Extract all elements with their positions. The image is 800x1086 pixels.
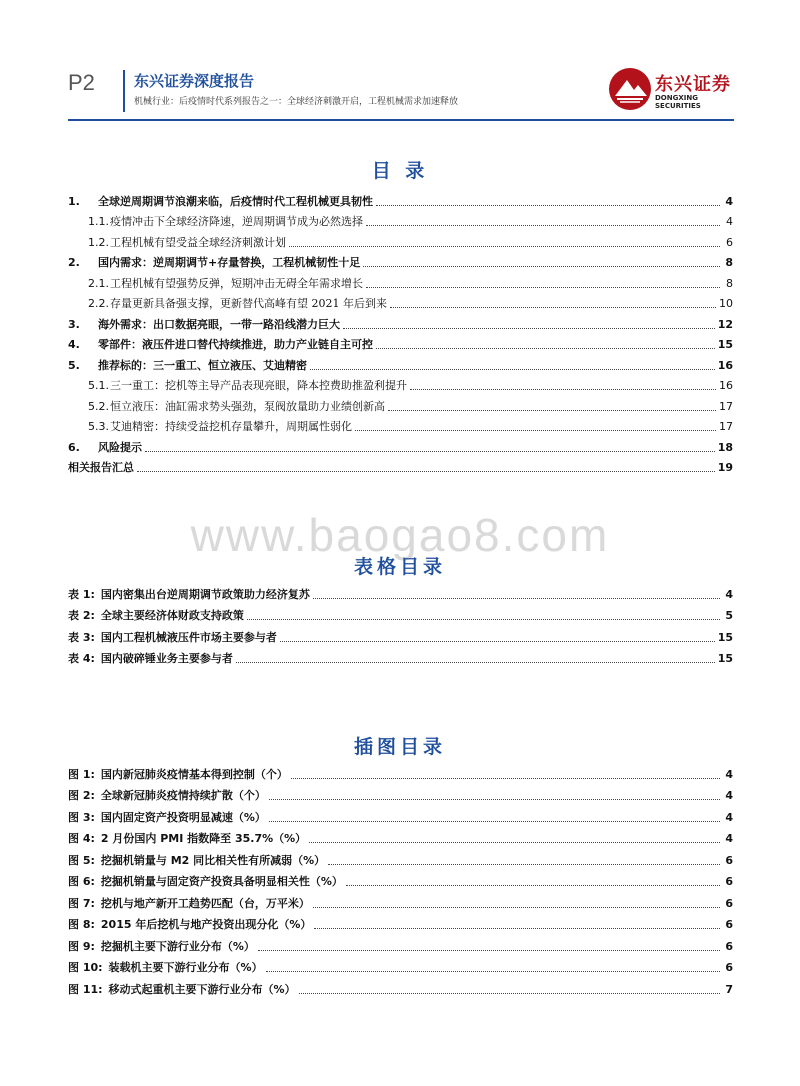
- entry-number: 1.2.: [88, 235, 109, 249]
- entry-number: 图 10:: [68, 961, 103, 974]
- figure-index-entry[interactable]: [68, 975, 733, 997]
- toc-item: [68, 270, 733, 291]
- dot-leader: [299, 993, 720, 994]
- figure-index-entry[interactable]: [68, 825, 733, 847]
- dot-leader: [310, 369, 715, 370]
- table-index-entry[interactable]: [68, 602, 733, 624]
- entry-number: 图 6:: [68, 875, 95, 888]
- entry-number: 图 4:: [68, 832, 95, 845]
- figures-index: [68, 760, 733, 997]
- page-number: P2: [68, 70, 95, 95]
- entry-title: 海外需求：出口数据亮眼，一带一路沿线潜力巨大: [98, 317, 340, 331]
- entry-page: 6: [725, 853, 733, 867]
- figure-index-entry[interactable]: [68, 846, 733, 868]
- entry-title: 全球新冠肺炎疫情持续扩散（个）: [100, 789, 266, 802]
- toc-entry[interactable]: [68, 229, 733, 250]
- dot-leader: [366, 225, 720, 226]
- figure-index-entry[interactable]: [68, 911, 733, 933]
- dot-leader: [314, 928, 720, 929]
- entry-title: 全球主要经济体财政支持政策: [100, 609, 244, 622]
- toc-entry[interactable]: [68, 188, 733, 209]
- logo-english-name: DONGXING SECURITIES: [655, 94, 701, 110]
- entry-title: 零部件：液压件进口替代持续推进，助力产业链自主可控: [98, 338, 373, 351]
- entry-page: 15: [717, 338, 733, 351]
- tables-index: [68, 580, 733, 666]
- entry-title: 疫情冲击下全球经济降速，逆周期调节成为必然选择: [110, 215, 363, 228]
- toc-item: [68, 250, 733, 271]
- table-index-entry[interactable]: [68, 580, 733, 602]
- dot-leader: [269, 799, 720, 800]
- toc-item: [68, 373, 733, 394]
- entry-number: 5.: [68, 358, 80, 372]
- dot-leader: [376, 205, 720, 206]
- entry-number: 2.1.: [88, 276, 109, 290]
- entry-page: 4: [725, 832, 733, 845]
- entry-number: 3.: [68, 317, 80, 331]
- figure-index-entry[interactable]: [68, 889, 733, 911]
- toc-item: [68, 393, 733, 414]
- entry-page: 4: [726, 215, 733, 228]
- entry-number: 图 2:: [68, 789, 95, 802]
- figure-index-entry[interactable]: [68, 932, 733, 954]
- entry-number: 图 7:: [68, 896, 95, 910]
- entry-title: 2015 年后挖机与地产投资出现分化（%）: [100, 918, 312, 931]
- entry-page: 16: [717, 358, 733, 372]
- toc-item: [68, 352, 733, 373]
- table-of-contents: [68, 188, 733, 475]
- entry-page: 10: [719, 297, 733, 310]
- entry-number: 5.3.: [88, 420, 109, 433]
- tables-index-title: 表格目录: [353, 556, 446, 578]
- dot-leader: [280, 641, 715, 642]
- figure-index-entry[interactable]: [68, 954, 733, 976]
- report-brand-title: 东兴证券深度报告: [134, 72, 255, 90]
- entry-title: 挖掘机销量与固定资产投资具备明显相关性（%）: [100, 875, 343, 888]
- entry-page: 4: [725, 789, 733, 802]
- figure-index-entry[interactable]: [68, 868, 733, 890]
- entry-page: 4: [725, 810, 733, 824]
- entry-title: 工程机械有望受益全球经济刺激计划: [110, 235, 286, 249]
- table-index-entry[interactable]: [68, 623, 733, 645]
- toc-item: [68, 188, 733, 209]
- entry-number: 表 1:: [68, 587, 95, 601]
- dot-leader: [328, 864, 720, 865]
- toc-item: [68, 434, 733, 455]
- entry-title: 挖机与地产新开工趋势匹配（台，万平米）: [100, 896, 310, 910]
- dot-leader: [289, 246, 720, 247]
- toc-entry[interactable]: [68, 250, 733, 271]
- entry-title: 国内新冠肺炎疫情基本得到控制（个）: [100, 767, 288, 781]
- entry-title: 国内破碎锤业务主要参与者: [100, 652, 233, 665]
- dot-leader: [366, 287, 720, 288]
- toc-item: [68, 209, 733, 230]
- entry-number: 图 3:: [68, 810, 95, 824]
- entry-title: 相关报告汇总: [68, 461, 134, 474]
- entry-page: 6: [725, 875, 733, 888]
- toc-item: [68, 311, 733, 332]
- entry-title: 装载机主要下游行业分布（%）: [108, 961, 263, 974]
- table-index-entry[interactable]: [68, 645, 733, 667]
- dot-leader: [291, 778, 720, 779]
- entry-page: 5: [725, 609, 733, 622]
- page-header: [0, 0, 800, 130]
- entry-title: 风险提示: [98, 440, 142, 454]
- toc-entry[interactable]: [68, 373, 733, 394]
- entry-page: 19: [717, 461, 733, 474]
- entry-title: 2 月份国内 PMI 指数降至 35.7%（%）: [100, 832, 307, 845]
- dot-leader: [346, 885, 720, 886]
- entry-page: 15: [717, 630, 733, 644]
- entry-page: 4: [725, 587, 733, 601]
- dot-leader: [236, 662, 715, 663]
- dot-leader: [388, 410, 716, 411]
- entry-page: 17: [719, 399, 733, 413]
- dot-leader: [410, 389, 716, 390]
- entry-number: 4.: [68, 338, 80, 351]
- dot-leader: [247, 619, 720, 620]
- entry-title: 工程机械有望强势反弹，短期冲击无碍全年需求增长: [110, 276, 363, 290]
- entry-page: 6: [725, 918, 733, 931]
- entry-page: 17: [719, 420, 733, 433]
- entry-number: 图 9:: [68, 939, 95, 953]
- toc-entry[interactable]: [68, 332, 733, 353]
- toc-item: [68, 455, 733, 476]
- toc-entry[interactable]: [68, 455, 733, 476]
- logo-name: 东兴证券: [655, 74, 731, 95]
- figure-index-entry[interactable]: [68, 803, 733, 825]
- entry-page: 7: [725, 982, 733, 996]
- dot-leader: [390, 307, 716, 308]
- dot-leader: [343, 328, 715, 329]
- company-logo: [607, 66, 737, 114]
- entry-number: 表 4:: [68, 652, 95, 665]
- entry-title: 移动式起重机主要下游行业分布（%）: [108, 982, 296, 996]
- toc-item: [68, 332, 733, 353]
- entry-page: 16: [719, 379, 733, 392]
- dot-leader: [363, 266, 720, 267]
- entry-title: 三一重工：挖机等主导产品表现亮眼，降本控费助推盈利提升: [110, 379, 407, 392]
- toc-item: [68, 291, 733, 312]
- dot-leader: [258, 950, 720, 951]
- entry-number: 5.2.: [88, 399, 109, 413]
- toc-entry[interactable]: [68, 209, 733, 230]
- header-divider: [123, 70, 125, 112]
- toc-entry[interactable]: [68, 414, 733, 435]
- entry-page: 18: [717, 440, 733, 454]
- dot-leader: [313, 907, 720, 908]
- dot-leader: [376, 348, 715, 349]
- entry-number: 表 3:: [68, 630, 95, 644]
- entry-title: 推荐标的：三一重工、恒立液压、艾迪精密: [98, 358, 307, 372]
- dot-leader: [137, 471, 715, 472]
- entry-page: 6: [725, 896, 733, 910]
- dot-leader: [269, 821, 720, 822]
- entry-number: 1.1.: [88, 215, 109, 228]
- logo-mark-icon: [607, 66, 653, 112]
- entry-page: 8: [725, 256, 733, 269]
- toc-entry[interactable]: [68, 434, 733, 455]
- entry-title: 挖掘机主要下游行业分布（%）: [100, 939, 255, 953]
- figure-index-entry[interactable]: [68, 782, 733, 804]
- entry-page: 6: [726, 235, 733, 249]
- entry-number: 5.1.: [88, 379, 109, 392]
- entry-page: 6: [725, 961, 733, 974]
- entry-page: 4: [725, 194, 733, 208]
- entry-page: 15: [717, 652, 733, 665]
- entry-title: 恒立液压：油缸需求势头强劲，泵阀放量助力业绩创新高: [110, 399, 385, 413]
- entry-number: 表 2:: [68, 609, 95, 622]
- entry-page: 12: [717, 317, 733, 331]
- toc-entry[interactable]: [68, 393, 733, 414]
- entry-title: 国内需求：逆周期调节+存量替换，工程机械韧性十足: [98, 256, 361, 269]
- toc-entry[interactable]: [68, 291, 733, 312]
- toc-title: 目 录: [371, 160, 429, 182]
- entry-number: 2.2.: [88, 297, 109, 310]
- entry-title: 存量更新具备强支撑，更新替代高峰有望 2021 年后到来: [110, 297, 387, 310]
- dot-leader: [266, 971, 720, 972]
- entry-number: 图 5:: [68, 853, 95, 867]
- figure-index-entry[interactable]: [68, 760, 733, 782]
- entry-number: 6.: [68, 440, 80, 454]
- entry-number: 图 1:: [68, 767, 95, 781]
- toc-item: [68, 229, 733, 250]
- entry-page: 4: [725, 767, 733, 781]
- entry-number: 图 8:: [68, 918, 95, 931]
- entry-number: 1.: [68, 194, 80, 208]
- watermark: www.baogao8.com: [190, 509, 610, 561]
- toc-item: [68, 414, 733, 435]
- entry-page: 6: [725, 939, 733, 953]
- toc-entry[interactable]: [68, 352, 733, 373]
- entry-title: 挖掘机销量与 M2 同比相关性有所减弱（%）: [100, 853, 326, 867]
- dot-leader: [355, 430, 716, 431]
- entry-title: 国内密集出台逆周期调节政策助力经济复苏: [100, 587, 310, 601]
- report-subtitle: 机械行业：后疫情时代系列报告之一：全球经济刺激开启，工程机械需求加速释放: [134, 97, 459, 107]
- dot-leader: [145, 451, 715, 452]
- entry-title: 全球逆周期调节浪潮来临，后疫情时代工程机械更具韧性: [98, 194, 373, 208]
- entry-title: 国内工程机械液压件市场主要参与者: [100, 630, 277, 644]
- header-rule: [68, 119, 734, 121]
- figures-index-title: 插图目录: [353, 736, 446, 758]
- entry-title: 艾迪精密：持续受益挖机存量攀升，周期属性弱化: [110, 420, 352, 433]
- entry-title: 国内固定资产投资明显减速（%）: [100, 810, 266, 824]
- entry-page: 8: [726, 276, 733, 290]
- dot-leader: [313, 598, 720, 599]
- toc-entry[interactable]: [68, 270, 733, 291]
- entry-number: 2.: [68, 256, 80, 269]
- entry-number: 图 11:: [68, 982, 103, 996]
- toc-entry[interactable]: [68, 311, 733, 332]
- dot-leader: [309, 842, 720, 843]
